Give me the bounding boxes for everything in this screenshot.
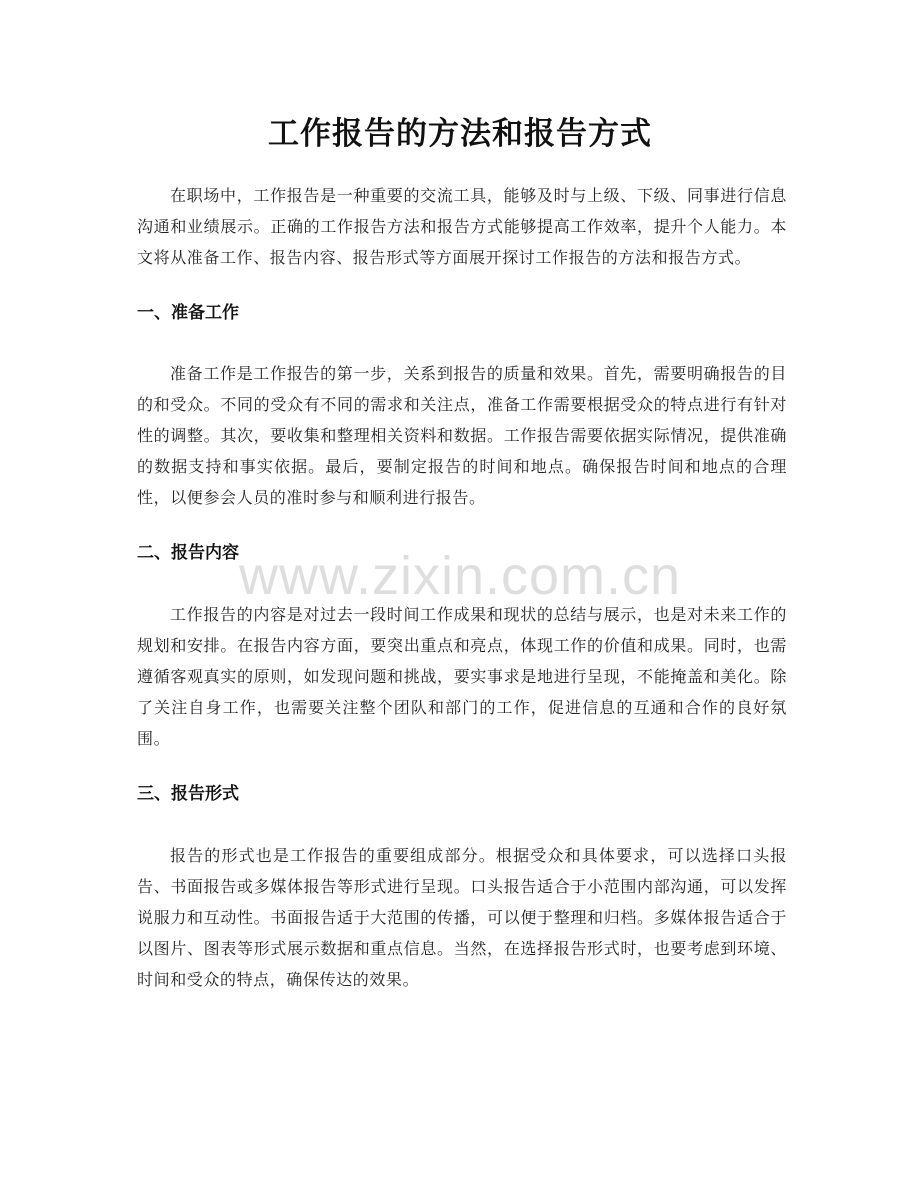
section-heading-content: 二、报告内容 xyxy=(137,543,239,563)
document-body xyxy=(137,180,787,995)
section-paragraph-content: 工作报告的内容是对过去一段时间工作成果和现状的总结与展示，也是对未来工作的规划和安排。在报告内容方面，要突出重点和亮点，体现工作的价值和成果。同时，也需遵循客观真实的原则，如发现问题和挑战，要实事求是地进行呈现，不能掩盖和美化。除了关注自身工作，也需要关注整个团队和部门的工作，促进信息的互通和合作的良好氛围。 xyxy=(137,605,787,748)
section-paragraph-format: 报告的形式也是工作报告的重要组成部分。根据受众和具体要求，可以选择口头报告、书面报告或多媒体报告等形式进行呈现。口头报告适合于小范围内部沟通，可以发挥说服力和互动性。书面报告适于大范围的传播，可以便于整理和归档。多媒体报告适合于以图片、图表等形式展示数据和重点信息。当然，在选择报告形式时，也要考虑到环境、时间和受众的特点，确保传达的效果。 xyxy=(137,846,787,989)
section-heading-preparation: 一、准备工作 xyxy=(137,303,239,323)
section-paragraph-preparation: 准备工作是工作报告的第一步，关系到报告的质量和效果。首先，需要明确报告的目的和受众。不同的受众有不同的需求和关注点，准备工作需要根据受众的特点进行有针对性的调整。其次，要收集和整理相关资料和数据。工作报告需要依据实际情况，提供准确的数据支持和事实依据。最后，要制定报告的时间和地点。确保报告时间和地点的合理性，以便参会人员的准时参与和顺利进行报告。 xyxy=(137,364,787,507)
section-heading-format: 三、报告形式 xyxy=(137,784,239,804)
document-title: 工作报告的方法和报告方式 xyxy=(268,116,652,152)
intro-paragraph: 在职场中，工作报告是一种重要的交流工具，能够及时与上级、下级、同事进行信息沟通和业绩展示。正确的工作报告方法和报告方式能够提高工作效率，提升个人能力。本文将从准备工作、报告内容、报告形式等方面展开探讨工作报告的方法和报告方式。 xyxy=(137,186,787,267)
watermark: www.zixin.com.cn xyxy=(238,546,682,606)
